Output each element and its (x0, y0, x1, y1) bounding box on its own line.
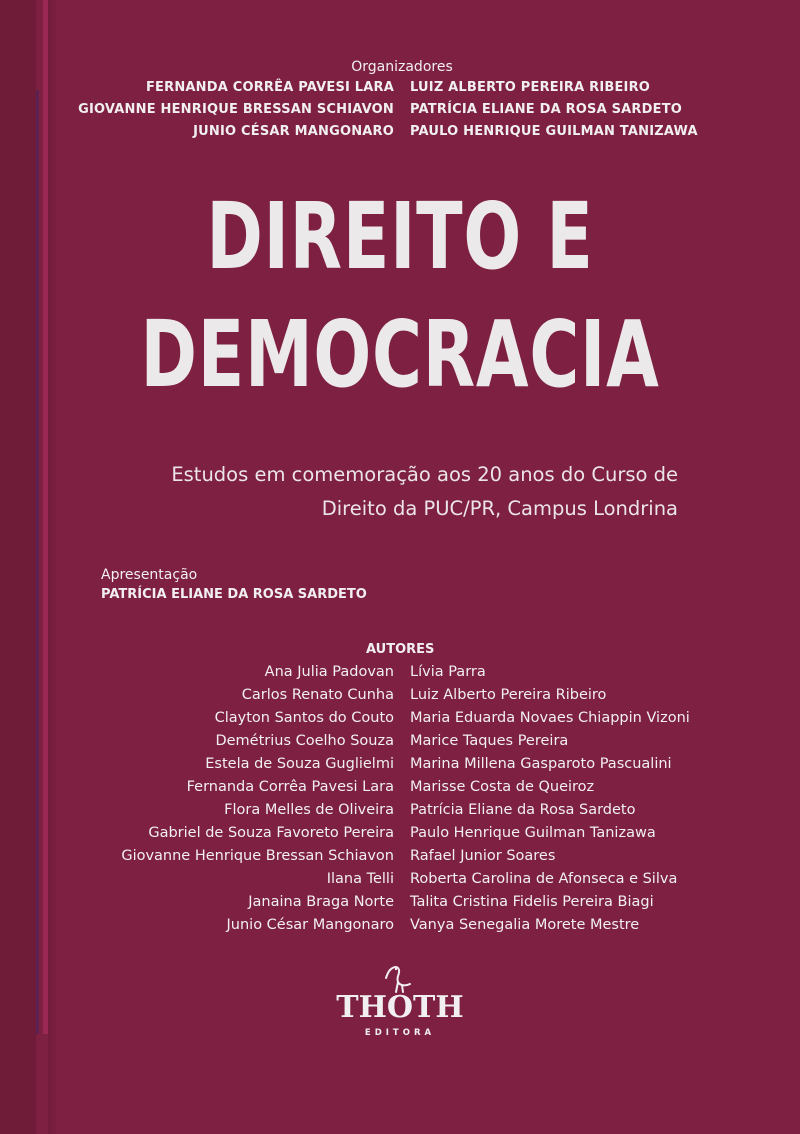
organizers-row (0, 102, 800, 122)
author-name: Clayton Santos do Couto (214, 710, 394, 726)
author-row (0, 779, 800, 802)
author-name: Roberta Carolina de Afonseca e Silva (410, 871, 678, 887)
author-name: Ana Julia Padovan (264, 664, 394, 680)
author-name: Paulo Henrique Guilman Tanizawa (410, 825, 656, 841)
organizer-name: JUNIO CÉSAR MANGONARO (193, 124, 394, 139)
author-row (0, 894, 800, 917)
author-name: Marina Millena Gasparoto Pascualini (410, 756, 672, 772)
author-name: Estela de Souza Guglielmi (205, 756, 394, 772)
author-name: Carlos Renato Cunha (241, 687, 394, 703)
author-name: Ilana Telli (326, 871, 394, 887)
author-name: Luiz Alberto Pereira Ribeiro (410, 687, 607, 703)
publisher-logo (320, 960, 480, 1050)
author-name: Fernanda Corrêa Pavesi Lara (186, 779, 394, 795)
spine-edge (0, 0, 36, 1134)
title-line: DIREITO E (206, 183, 594, 290)
subtitle-line: Estudos em comemoração aos 20 anos do Curso de (171, 463, 678, 486)
author-name: Demétrius Coelho Souza (215, 733, 394, 749)
presentation-label: Apresentação (101, 567, 198, 583)
author-row (0, 756, 800, 779)
author-row (0, 687, 800, 710)
author-name: Patrícia Eliane da Rosa Sardeto (410, 802, 636, 818)
author-name: Marisse Costa de Queiroz (410, 779, 595, 795)
presentation-author: PATRÍCIA ELIANE DA ROSA SARDETO (101, 587, 367, 602)
book-subtitle (171, 458, 678, 526)
author-name: Junio César Mangonaro (226, 917, 394, 933)
organizer-name: FERNANDA CORRÊA PAVESI LARA (145, 80, 394, 95)
author-name: Janaina Braga Norte (248, 894, 394, 910)
author-name: Flora Melles de Oliveira (224, 802, 394, 818)
author-row (0, 825, 800, 848)
spine-shadow (48, 0, 58, 1134)
author-row (0, 917, 800, 940)
organizer-name: PAULO HENRIQUE GUILMAN TANIZAWA (410, 124, 698, 139)
author-row (0, 871, 800, 894)
author-name: Vanya Senegalia Morete Mestre (410, 917, 640, 933)
book-title (104, 178, 696, 414)
author-name: Lívia Parra (410, 664, 486, 680)
publisher-subtitle: EDITORA (364, 1028, 436, 1038)
author-row (0, 664, 800, 687)
organizers-row (0, 80, 800, 100)
organizer-name: LUIZ ALBERTO PEREIRA RIBEIRO (410, 80, 651, 95)
author-row (0, 848, 800, 871)
publisher-name: THOTH (336, 990, 464, 1025)
author-name: Maria Eduarda Novaes Chiappin Vizoni (410, 710, 690, 726)
subtitle-line: Direito da PUC/PR, Campus Londrina (321, 497, 678, 520)
organizer-name: PATRÍCIA ELIANE DA ROSA SARDETO (410, 102, 683, 117)
author-name: Talita Cristina Fidelis Pereira Biagi (410, 894, 654, 910)
authors-label: AUTORES (366, 642, 435, 657)
organizer-name: GIOVANNE HENRIQUE BRESSAN SCHIAVON (78, 102, 394, 117)
author-name: Gabriel de Souza Favoreto Pereira (148, 825, 394, 841)
author-row (0, 733, 800, 756)
organizers-label: Organizadores (351, 59, 453, 75)
organizers-row (0, 124, 800, 144)
author-row (0, 802, 800, 825)
author-name: Giovanne Henrique Bressan Schiavon (121, 848, 394, 864)
title-line: DEMOCRACIA (140, 301, 660, 408)
author-row (0, 710, 800, 733)
author-name: Marice Taques Pereira (410, 733, 569, 749)
author-name: Rafael Junior Soares (410, 848, 556, 864)
